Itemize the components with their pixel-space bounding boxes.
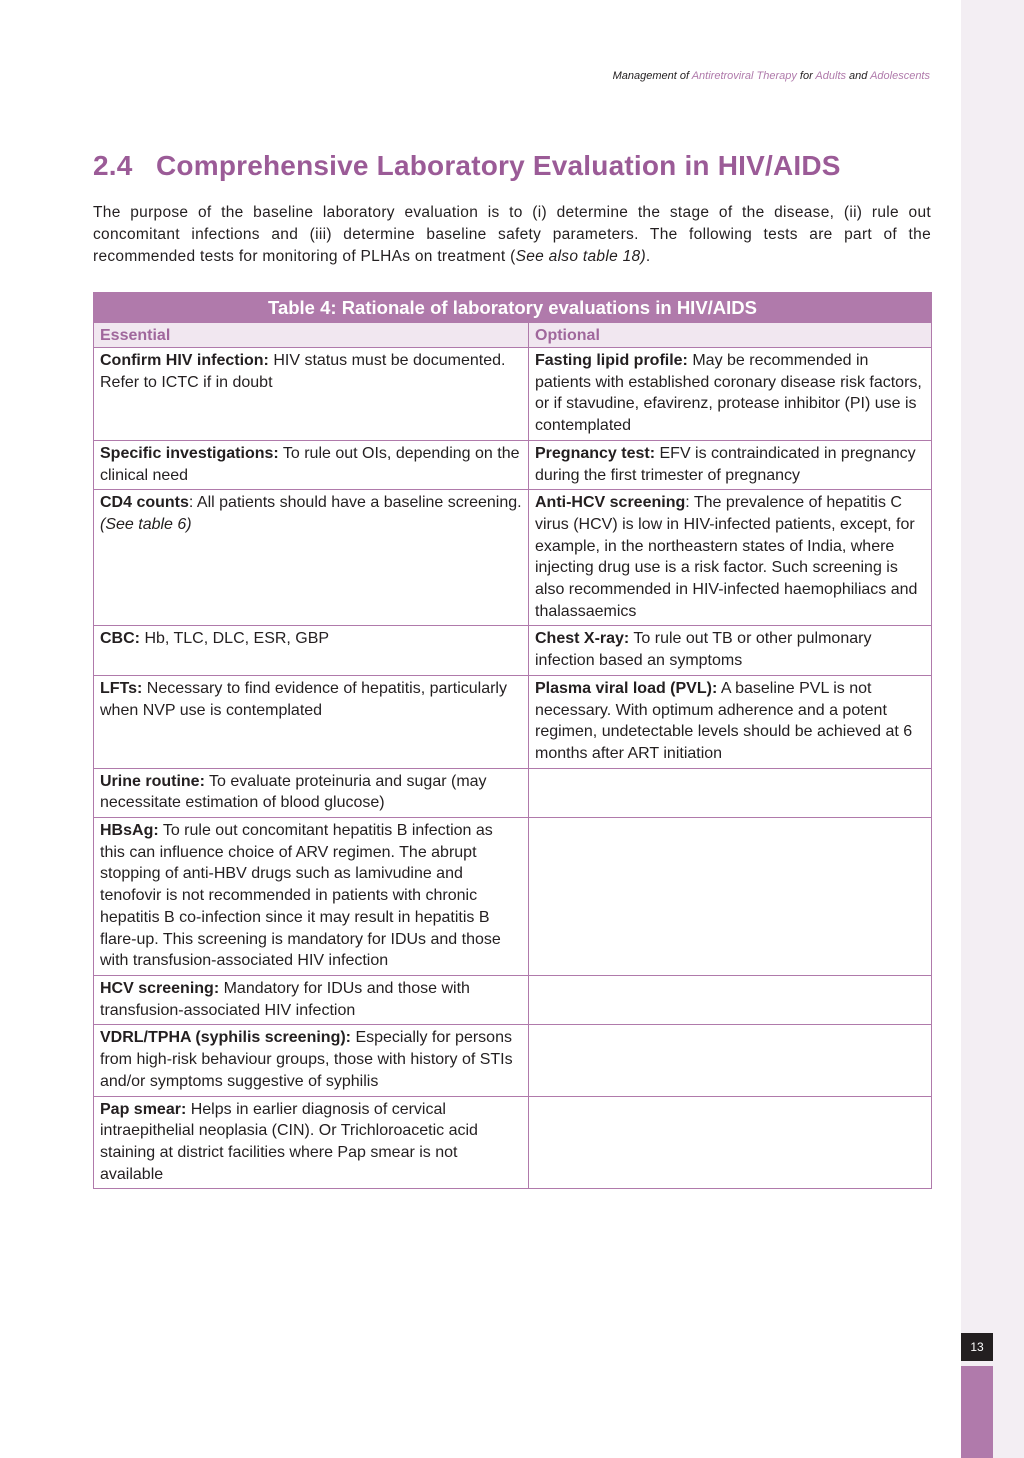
table-row: [94, 675, 932, 768]
optional-cell-empty: [529, 818, 932, 976]
optional-cell: Plasma viral load (PVL): A baseline PVL is not necessary. With optimum adherence and a potent regimen, undetectable levels should be achieved at 6 months after ART initiation: [529, 675, 932, 768]
page-number: 13: [961, 1333, 993, 1361]
table-caption: Table 4: Rationale of laboratory evaluations in HIV/AIDS: [94, 293, 932, 323]
column-header-optional: Optional: [529, 323, 932, 348]
optional-cell: Fasting lipid profile: May be recommended in patients with established coronary disease risk factors, or if stavudine, efavirenz, protease inhibitor (PI) use is contemplated: [529, 348, 932, 441]
optional-cell: Chest X-ray: To rule out TB or other pulmonary infection based an symptoms: [529, 626, 932, 675]
side-accent-bar: [961, 1366, 993, 1458]
optional-cell-empty: [529, 1096, 932, 1189]
lab-evaluation-table: [93, 292, 932, 1189]
intro-table-ref: See also table 18): [515, 248, 646, 265]
essential-cell: CBC: Hb, TLC, DLC, ESR, GBP: [94, 626, 529, 675]
table-row: [94, 490, 932, 626]
optional-cell-empty: [529, 1025, 932, 1096]
essential-cell: HCV screening: Mandatory for IDUs and those with transfusion-associated HIV infection: [94, 975, 529, 1024]
optional-cell-empty: [529, 975, 932, 1024]
intro-paragraph: The purpose of the baseline laboratory evaluation is to (i) determine the stage of the disease, (ii) rule out concomitant infections and (iii) determine baseline safety parameters. The following tests are part of the recommended tests for monitoring of PLHAs on treatment (See also table 18).: [93, 204, 931, 265]
essential-cell: LFTs: Necessary to find evidence of hepatitis, particularly when NVP use is contemplated: [94, 675, 529, 768]
side-margin-strip: [961, 0, 1024, 1458]
table-row: [94, 975, 932, 1024]
essential-cell: VDRL/TPHA (syphilis screening): Especially for persons from high-risk behaviour groups, those with history of STIs and/or symptoms suggestive of syphilis: [94, 1025, 529, 1096]
table-row: [94, 1025, 932, 1096]
essential-cell: Confirm HIV infection: HIV status must be documented. Refer to ICTC if in doubt: [94, 348, 529, 441]
essential-cell: Pap smear: Helps in earlier diagnosis of cervical intraepithelial neoplasia (CIN). Or Trichloroacetic acid staining at district facilities where Pap smear is not available: [94, 1096, 529, 1189]
table-caption-row: [94, 293, 932, 323]
optional-cell: Pregnancy test: EFV is contraindicated in pregnancy during the first trimester of pregnancy: [529, 440, 932, 489]
column-header-essential: Essential: [94, 323, 529, 348]
essential-cell: Specific investigations: To rule out OIs, depending on the clinical need: [94, 440, 529, 489]
essential-cell: Urine routine: To evaluate proteinuria and sugar (may necessitate estimation of blood glucose): [94, 768, 529, 817]
optional-cell: Anti-HCV screening: The prevalence of hepatitis C virus (HCV) is low in HIV-infected patients, except, for example, in the northeastern states of India, where injecting drug use is a risk factor. Such screening is also recommended in HIV-infected haemophiliacs and thalassaemics: [529, 490, 932, 626]
table-header-row: [94, 323, 932, 348]
table-row: [94, 626, 932, 675]
section-title-text: Comprehensive Laboratory Evaluation in HIV/AIDS: [156, 150, 841, 181]
section-title: [93, 150, 841, 182]
optional-cell-empty: [529, 768, 932, 817]
table-row: [94, 768, 932, 817]
essential-cell: HBsAg: To rule out concomitant hepatitis B infection as this can influence choice of ARV regimen. The abrupt stopping of anti-HBV drugs such as lamivudine and tenofovir is not recommended in patients with chronic hepatitis B co-infection since it may result in hepatitis B flare-up. This screening is mandatory for IDUs and those with transfusion-associated HIV infection: [94, 818, 529, 976]
section-number: 2.4: [93, 150, 133, 181]
running-header: Management of Antiretroviral Therapy for Adults and Adolescents: [612, 70, 930, 82]
table-row: [94, 818, 932, 976]
table-row: [94, 440, 932, 489]
table-row: [94, 348, 932, 441]
essential-cell: CD4 counts: All patients should have a baseline screening. (See table 6): [94, 490, 529, 626]
table-row: [94, 1096, 932, 1189]
